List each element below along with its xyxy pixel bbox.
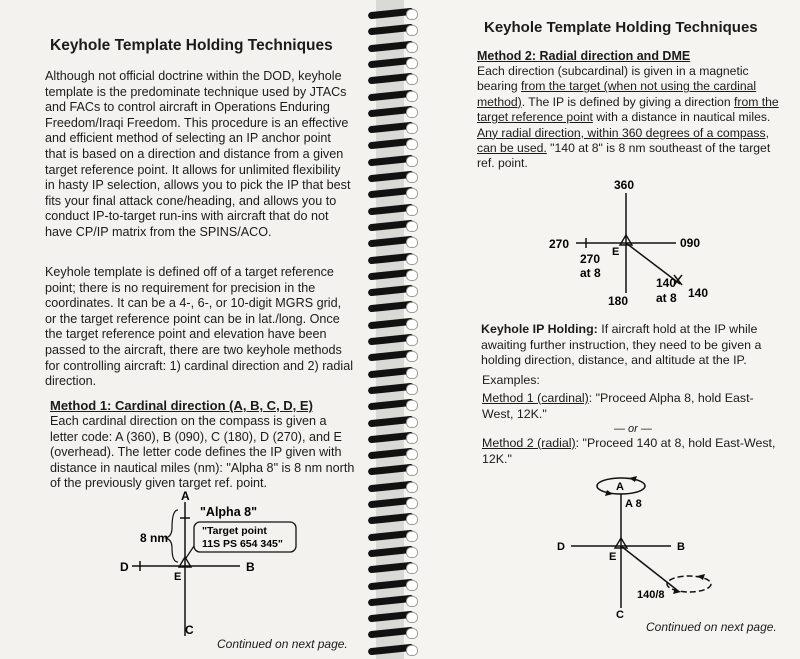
- label-b: B: [246, 560, 255, 574]
- binding-ring: [362, 138, 416, 149]
- right-page: [404, 0, 800, 659]
- binding-ring: [362, 334, 416, 345]
- holding-keyhole-diagram: [549, 470, 739, 620]
- label-270: 270: [549, 237, 570, 251]
- label-e: E: [609, 551, 617, 563]
- label-a: A: [181, 489, 190, 503]
- spiral-binding: [362, 0, 416, 659]
- binding-ring: [362, 530, 416, 541]
- binding-ring: [362, 204, 416, 215]
- binding-ring: [362, 416, 416, 427]
- label-d: D: [120, 560, 129, 574]
- method1-heading: Method 1: Cardinal direction (A, B, C, D, E): [50, 398, 313, 413]
- alpha-8-label: "Alpha 8": [200, 505, 258, 519]
- binding-ring: [362, 383, 416, 394]
- binding-ring: [362, 285, 416, 296]
- binding-ring: [362, 595, 416, 606]
- label-at-8-left: at 8: [580, 266, 601, 280]
- binding-ring: [362, 90, 416, 101]
- binding-ring: [362, 220, 416, 231]
- binding-ring: [362, 122, 416, 133]
- holding-paragraph: Keyhole IP Holding: If aircraft hold at the IP while awaiting further instruction, they need to be given a holding direction, distance, and altitude at the IP.: [481, 322, 762, 368]
- binding-ring: [362, 155, 416, 166]
- method1-text: Each cardinal direction on the compass is given a letter code: A (360), B (090), C (180), D (270), and E (overhead). The letter code defines the IP given with distance in nautical miles (nm): "Alpha 8" is 8 nm north of the previously given target ref. point.: [50, 414, 355, 491]
- label-b: B: [677, 541, 685, 553]
- example-1: Method 1 (cardinal): "Proceed Alpha 8, hold East-West, 12K.": [482, 391, 754, 421]
- binding-ring: [362, 627, 416, 638]
- label-e: E: [612, 246, 620, 258]
- binding-ring: [362, 611, 416, 622]
- binding-ring: [362, 497, 416, 508]
- binding-ring: [362, 481, 416, 492]
- cardinal-keyhole-diagram: [110, 488, 330, 638]
- label-at-8-right: at 8: [656, 291, 677, 305]
- binding-ring: [362, 579, 416, 590]
- continued-note: Continued on next page.: [646, 620, 777, 634]
- label-140-8: 140/8: [637, 589, 665, 601]
- callout-line1: "Target point: [202, 525, 267, 537]
- binding-ring: [362, 318, 416, 329]
- binding-ring: [362, 41, 416, 52]
- binding-ring: [362, 187, 416, 198]
- label-e: E: [174, 571, 182, 583]
- or-divider: — or —: [614, 423, 652, 435]
- binding-ring: [362, 269, 416, 280]
- label-c: C: [185, 623, 194, 637]
- binding-ring: [362, 367, 416, 378]
- callout-line2: 11S PS 654 345": [202, 538, 283, 550]
- label-270-at: 270: [580, 252, 601, 266]
- binding-ring: [362, 253, 416, 264]
- binding-ring: [362, 171, 416, 182]
- binding-ring: [362, 562, 416, 573]
- label-a: A: [616, 481, 624, 493]
- binding-ring: [362, 644, 416, 655]
- binding-ring: [362, 432, 416, 443]
- label-140: 140: [688, 286, 709, 300]
- label-d: D: [557, 541, 565, 553]
- continued-note: Continued on next page.: [217, 637, 348, 651]
- label-360: 360: [614, 178, 635, 192]
- binding-ring: [362, 448, 416, 459]
- binding-ring: [362, 106, 416, 117]
- binding-ring: [362, 236, 416, 247]
- binding-ring: [362, 513, 416, 524]
- binding-ring: [362, 350, 416, 361]
- label-c: C: [616, 609, 624, 620]
- keyhole-definition-paragraph: Keyhole template is defined off of a target reference point; there is no requirement for precision in the coordinates. It can be a 4-, 6-, or 10-digit MGRS grid, or the target reference point can be in lat./long. Once the target reference point and elevation have been passed to the aircraft, there are two keyhole methods for controlling aircraft: 1) cardinal direction and 2) radial direction.: [45, 265, 353, 389]
- left-page: [0, 0, 376, 659]
- example-2: Method 2 (radial): "Proceed 140 at 8, hold East-West, 12K.": [482, 436, 776, 466]
- label-180: 180: [608, 294, 629, 308]
- examples-label: Examples:: [482, 373, 540, 387]
- label-090: 090: [680, 236, 701, 250]
- binding-ring: [362, 24, 416, 35]
- binding-ring: [362, 8, 416, 19]
- radial-keyhole-diagram: [544, 175, 724, 310]
- binding-ring: [362, 57, 416, 68]
- binding-ring: [362, 464, 416, 475]
- binding-ring: [362, 73, 416, 84]
- label-140-at: 140: [656, 276, 677, 290]
- binding-ring: [362, 399, 416, 410]
- intro-paragraph: Although not official doctrine within the DOD, keyhole template is the predominate technique used by JTACs and FACs to control aircraft in Operations Enduring Freedom/Iraqi Freedom. This procedure is an effective and efficient method of selecting an IP anchor point that is based on a direction and distance from a given target reference point. It allows for unlimited flexibility in hasty IP selection, allows you to pick the IP that best fits your final attack cone/heading, and allows you to conduct IP-to-target run-ins with aircraft that do not have CP/IP matrix from the SPINS/ACO.: [45, 69, 351, 239]
- page-title: Keyhole Template Holding Techniques: [50, 37, 333, 54]
- distance-label: 8 nm: [140, 531, 169, 545]
- method2-heading: Method 2: Radial direction and DME: [477, 49, 691, 63]
- method2-text: Each direction (subcardinal) is given in a magnetic bearing from the target (when not using the cardinal method). The IP is defined by giving a direction from the target reference point with a distance in nautical miles. Any radial direction, within 360 degrees of a compass, can be used. "140 at 8" is 8 nm southeast of the target ref. point.: [477, 64, 779, 171]
- binding-ring: [362, 301, 416, 312]
- page-title: Keyhole Template Holding Techniques: [484, 19, 758, 36]
- binding-ring: [362, 546, 416, 557]
- label-a8: A 8: [625, 498, 642, 510]
- holding-pattern-140: [667, 576, 711, 592]
